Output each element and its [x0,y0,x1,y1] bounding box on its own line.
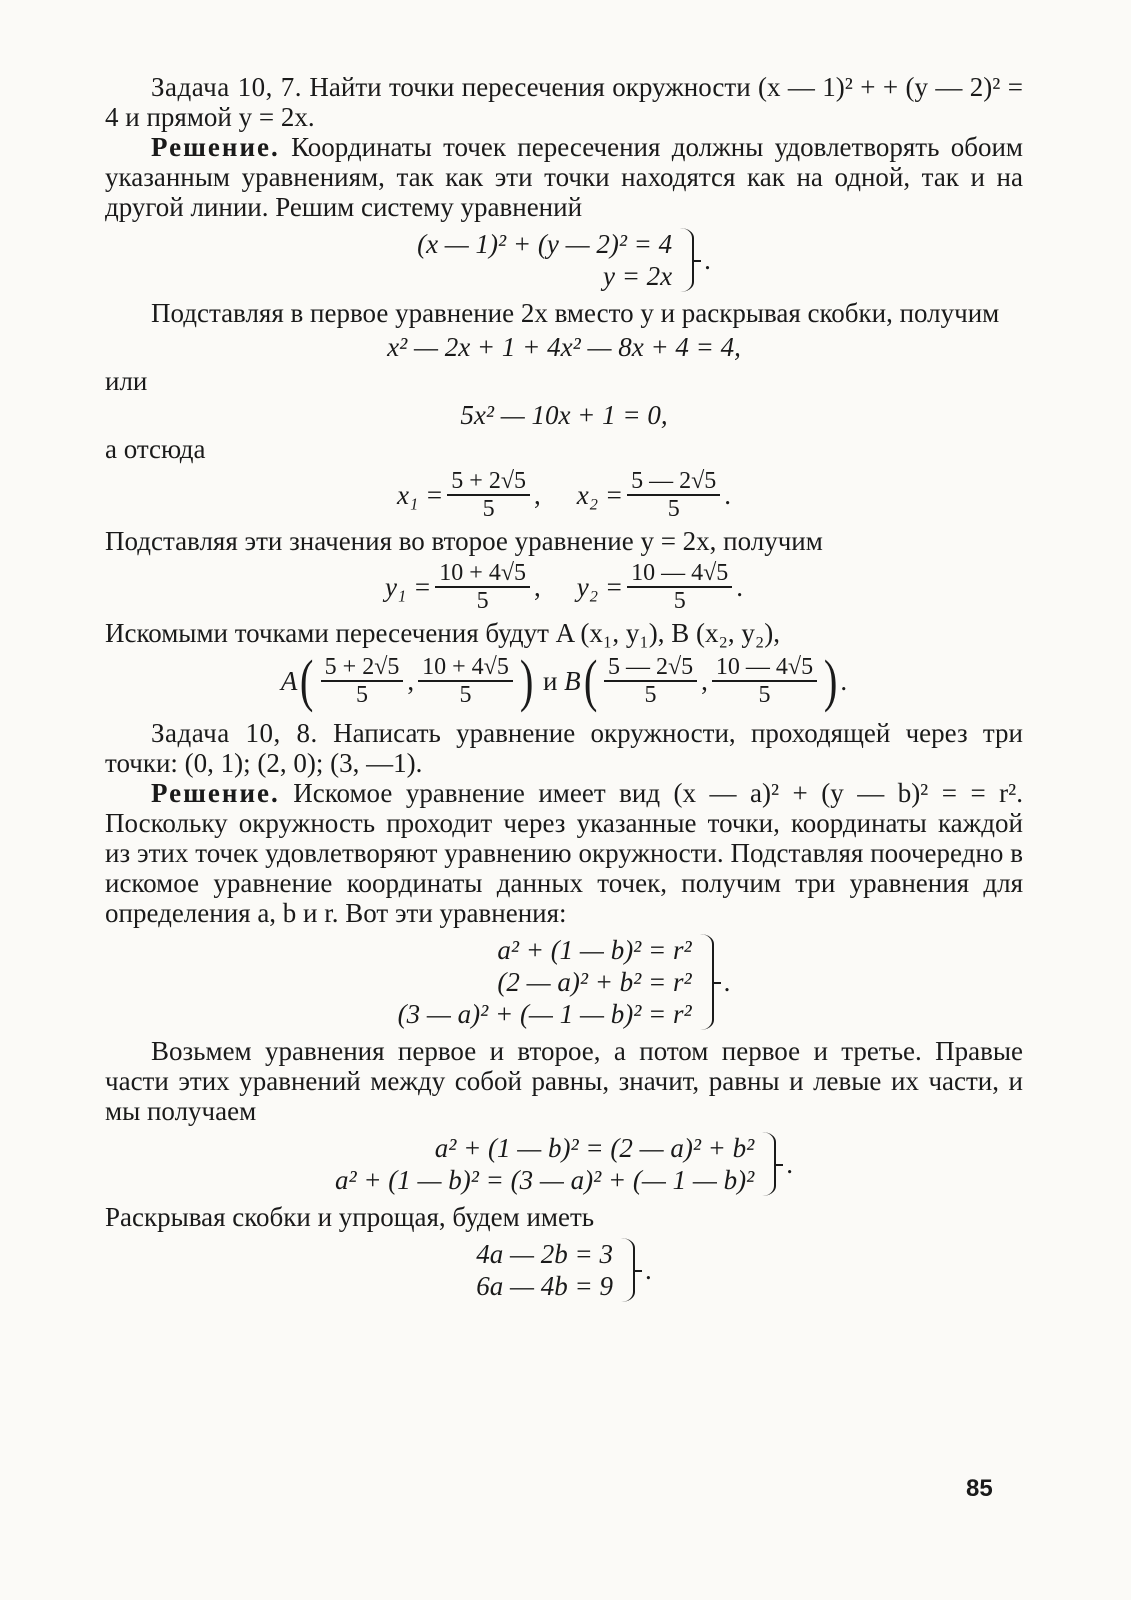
solution-label: Решение. [151,132,280,162]
system-row: y = 2x [602,261,673,291]
fraction [627,468,720,522]
numerator: 5 + 2√5 [447,468,530,496]
y2-label: y₂ = [576,572,624,602]
and-word: и [542,666,558,696]
system-row: 6a — 4b = 9 [476,1271,613,1301]
page-content [105,72,1023,1308]
curly-brace [762,1132,776,1196]
numerator: 10 — 4√5 [627,560,732,588]
curly-brace [700,934,714,1030]
system-row: (3 — a)² + (— 1 — b)² = r² [397,999,692,1029]
numerator: 10 + 4√5 [435,560,530,588]
denominator: 5 [476,588,489,614]
y-roots: y₁ = $\frac{10 + 4√5}{5}$ , y₂ = $\frac{10 — 4√5}{5}$ . [384,560,744,614]
point-a-label: A [280,666,298,696]
solution-text: Координаты точек пересечения должны удовлетворять обоим указанным уравнениям, так как эти точки находятся как на одной, так и на другой линии. Решим систему уравнений [105,132,1024,222]
y1-label: y₁ = [384,572,432,602]
system-row: a² + (1 — b)² = r² [497,935,692,965]
equation-system-4: 4a — 2b = 3 6a — 4b = 9 . [476,1239,652,1301]
connector-word: а отсюда [105,434,206,464]
paragraph: Искомыми точками пересечения будут A (x₁, y₁), B (x₂, y₂), [105,618,781,648]
equation-system-1: (x — 1)² + (y — 2)² = 4 y = 2x . [417,229,711,291]
equation-system-3: a² + (1 — b)² = (2 — a)² + b² a² + (1 — b)² = (3 — a)² + (— 1 — b)² . [334,1133,793,1195]
equation-system-2: a² + (1 — b)² = r² (2 — a)² + b² = r² (3 — a)² + (— 1 — b)² = r² . [397,935,731,1029]
fraction [447,468,530,522]
problem-title: Задача 10, 7. [151,72,302,102]
system-row: 4a — 2b = 3 [476,1239,613,1269]
x-roots: x₁ = $\frac{5 + 2√5}{5}$ , x₂ = $\frac{5 — 2√5}{5}$ . [396,468,732,522]
intersection-points: A ( $\frac{5 + 2√5}{5}$ , $\frac{10 + 4√5}{5}$ ) и B ( $\frac{5 — 2√5}{5}$ , $\frac{10 — 4√5}{5}$ ) . [280,648,848,713]
system-row: a² + (1 — b)² = (3 — a)² + (— 1 — b)² [334,1165,755,1195]
fraction [627,560,732,614]
paragraph: Подставляя эти значения во второе уравнение y = 2x, получим [105,526,823,556]
problem-10-8-statement [105,718,1023,778]
point-b-label: B [564,666,581,696]
equation: 5x² — 10x + 1 = 0, [460,400,668,430]
problem-text: Найти точки пересечения окружности (x — 1)² + + (y — 2)² = 4 и прямой y = 2x. [105,72,1023,132]
fraction: $\frac{5 — 2√5}{5}$ [604,654,697,708]
paragraph: Подставляя в первое уравнение 2x вместо y и раскрывая скобки, получим [151,298,1000,328]
numerator: 5 — 2√5 [627,468,720,496]
fraction [435,560,530,614]
curly-brace [621,1238,635,1302]
fraction: $\frac{10 + 4√5}{5}$ [418,654,513,708]
solution-label: Решение. [151,778,280,808]
page-number: 85 [966,1475,993,1502]
connector-word: или [105,366,148,396]
problem-10-7-statement [105,72,1023,132]
system-row: (x — 1)² + (y — 2)² = 4 [417,229,673,259]
x2-label: x₂ = [576,480,624,510]
fraction: $\frac{5 + 2√5}{5}$ [321,654,404,708]
paragraph: Раскрывая скобки и упрощая, будем иметь [105,1202,595,1232]
denominator: 5 [482,496,495,522]
fraction: $\frac{10 — 4√5}{5}$ [712,654,817,708]
curly-brace [680,228,694,292]
problem-text: Написать уравнение окружности, проходящей через три точки: (0, 1); (2, 0); (3, —1). [105,718,1024,778]
x1-label: x₁ = [396,480,444,510]
solution-text: Искомое уравнение имеет вид (x — a)² + (y — b)² = = r². Поскольку окружность проходит через указанные точки, координаты каждой из этих точек удовлетворяют уравнению окружности. Подставляя поочередно в искомое уравнение координаты данных точек, получим три уравнения для определения a, b и r. Вот эти уравнения: [105,778,1023,928]
equation: x² — 2x + 1 + 4x² — 8x + 4 = 4, [387,332,741,362]
problem-title: Задача 10, 8. [151,718,318,748]
system-row: (2 — a)² + b² = r² [497,967,692,997]
solution-paragraph [105,132,1023,222]
paragraph: Возьмем уравнения первое и второе, а потом первое и третье. Правые части этих уравнений между собой равны, значит, равны и левые их части, и мы получаем [105,1036,1023,1126]
denominator: 5 [667,496,680,522]
solution-paragraph [105,778,1023,928]
system-row: a² + (1 — b)² = (2 — a)² + b² [434,1133,755,1163]
denominator: 5 [673,588,686,614]
